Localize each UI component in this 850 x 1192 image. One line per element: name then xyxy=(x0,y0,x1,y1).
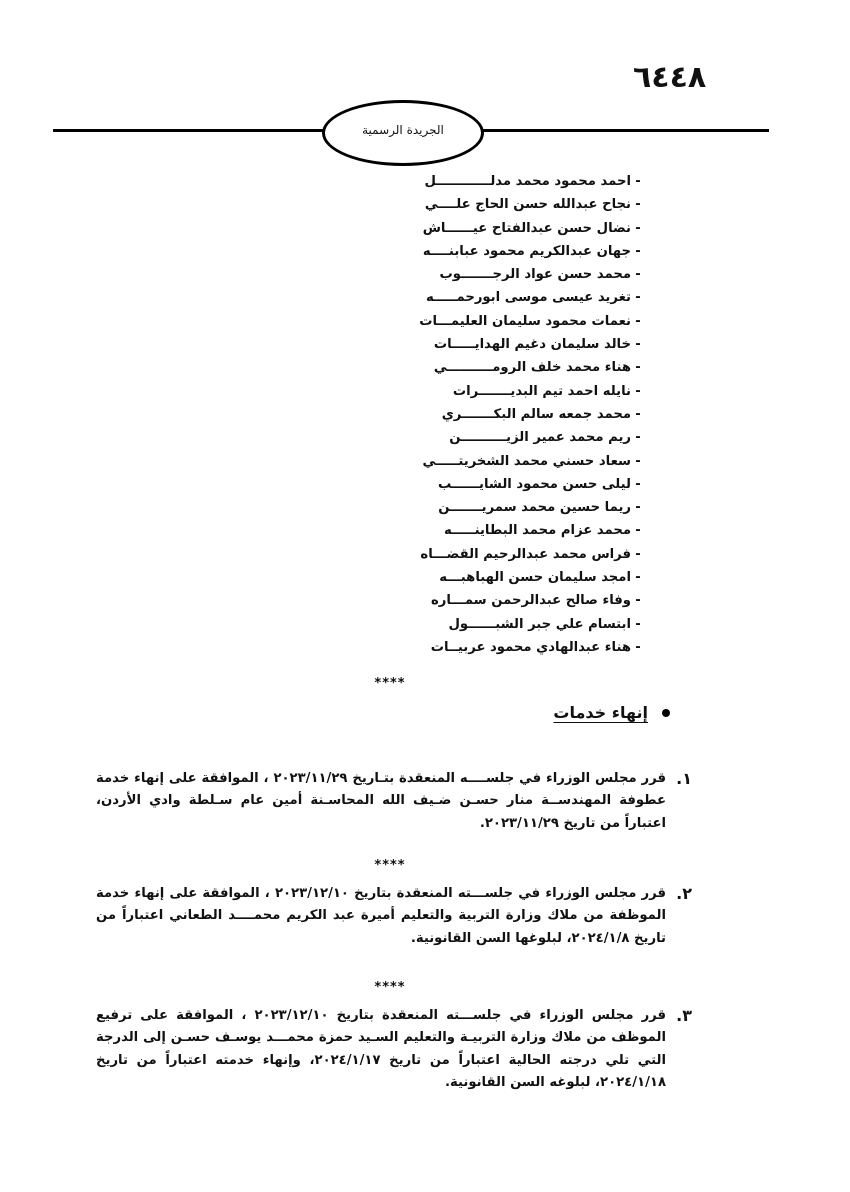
name-text: سعاد حسني محمد الشخريتـــــي xyxy=(422,453,631,469)
name-text: نعمات محمود سليمان العليمـــات xyxy=(419,313,631,329)
list-dash: - xyxy=(635,383,641,399)
gazette-title-ellipse xyxy=(322,100,484,166)
separator-stars: **** xyxy=(374,858,406,873)
name-list-item xyxy=(400,566,645,589)
decision-number: ١. xyxy=(676,769,692,788)
name-text: احمد محمود محمد مدلــــــــــــل xyxy=(424,174,631,189)
name-text: نجاح عبدالله حسن الحاج علــــي xyxy=(424,197,631,213)
name-list-item xyxy=(400,496,645,519)
name-text: نضال حسن عبدالفتاح عيــــــاش xyxy=(422,220,631,236)
list-dash: - xyxy=(635,360,641,376)
list-dash: - xyxy=(635,267,641,283)
page-number: ٦٤٤٨ xyxy=(633,60,707,95)
name-text: وفاء صالح عبدالرحمن سمـــاره xyxy=(430,593,631,609)
name-list-item xyxy=(400,519,645,542)
name-list-item xyxy=(400,263,645,286)
decision-text: قرر مجلس الوزراء في جلســـته المنعقدة بتاريخ ٢٠٢٣/١٢/١٠ ، الموافقة على إنهاء خدمة الموظفة من ملاك وزارة التربية والتعليم أميرة عبد الكريم محمــــد الطعاني اعتباراً من تاريخ ٢٠٢٤/١/٨، لبلوغها السن القانونية. xyxy=(96,886,666,946)
bullet-icon xyxy=(662,709,670,717)
name-list-item xyxy=(400,589,645,612)
section-heading-text: إنهاء خدمات xyxy=(553,703,648,722)
name-list-item xyxy=(400,636,645,659)
name-list-item xyxy=(400,333,645,356)
list-dash: - xyxy=(635,220,641,236)
name-list-item xyxy=(400,356,645,379)
list-dash: - xyxy=(635,546,641,562)
gazette-title: الجريدة الرسمية xyxy=(362,123,444,137)
name-text: فراس محمد عبدالرحيم القضـــاه xyxy=(420,546,631,562)
name-text: ابتسام علي جبر الشبــــــول xyxy=(448,616,631,632)
name-text: خالد سليمان دغيم الهدايـــــات xyxy=(433,337,631,353)
header-rule-right xyxy=(482,129,769,132)
list-dash: - xyxy=(635,313,641,329)
separator-stars: **** xyxy=(374,980,406,995)
name-list-item xyxy=(400,403,645,426)
name-list-item xyxy=(400,217,645,240)
name-list-item xyxy=(400,450,645,473)
name-text: تغريد عيسى موسى ابورحمـــــه xyxy=(425,290,631,306)
list-dash: - xyxy=(635,197,641,213)
name-list-item xyxy=(400,193,645,216)
list-dash: - xyxy=(635,453,641,469)
name-list-item xyxy=(400,286,645,309)
name-text: ليلى حسن محمود الشايــــــب xyxy=(438,476,631,492)
list-dash: - xyxy=(635,523,641,539)
list-dash: - xyxy=(635,290,641,306)
name-list-item xyxy=(400,170,645,193)
names-list xyxy=(400,170,645,659)
list-dash: - xyxy=(635,337,641,353)
name-list-item xyxy=(400,543,645,566)
name-text: نايله احمد تيم البديـــــــرات xyxy=(452,383,631,399)
section-heading xyxy=(480,703,670,722)
list-dash: - xyxy=(635,616,641,632)
header-rule-left xyxy=(53,129,328,132)
name-list-item xyxy=(400,310,645,333)
list-dash: - xyxy=(635,174,641,189)
name-text: محمد عزام محمد البطاينـــــه xyxy=(444,523,631,539)
name-text: ريم محمد عمير الزيــــــــــن xyxy=(449,430,631,446)
name-list-item xyxy=(400,473,645,496)
name-list-item xyxy=(400,613,645,636)
decision-item xyxy=(96,768,692,835)
list-dash: - xyxy=(635,430,641,446)
decision-item xyxy=(96,883,692,950)
decision-item xyxy=(96,1005,692,1095)
name-list-item xyxy=(400,240,645,263)
list-dash: - xyxy=(635,406,641,422)
name-text: محمد حسن عواد الرجـــــــوب xyxy=(439,267,631,283)
list-dash: - xyxy=(635,570,641,586)
name-list-item xyxy=(400,380,645,403)
name-text: هناء محمد خلف الرومــــــــــي xyxy=(433,360,631,376)
name-text: هناء عبدالهادي محمود عربيــات xyxy=(430,639,631,655)
name-text: جهان عبدالكريم محمود عبابنــــه xyxy=(422,243,631,259)
list-dash: - xyxy=(635,593,641,609)
list-dash: - xyxy=(635,243,641,259)
decision-number: ٣. xyxy=(676,1006,692,1025)
name-text: محمد جمعه سالم البكـــــــري xyxy=(441,406,631,422)
decision-text: قرر مجلس الوزراء في جلســـته المنعقدة بتاريخ ٢٠٢٣/١٢/١٠ ، الموافقة على ترفيع الموظف من ملاك وزارة التربيـة والتعليم السـيد حمزة محمـــد يوسـف حسـن إلى الدرجة التي تلي درجته الحالية اعتباراً من تاريخ ٢٠٢٤/١/١٧، وإنهاء خدمته اعتباراً من تاريخ ٢٠٢٤/١/١٨، لبلوغه السن القانونية. xyxy=(96,1008,666,1091)
list-dash: - xyxy=(635,639,641,655)
separator-stars: **** xyxy=(374,676,406,691)
name-text: امجد سليمان حسن الهباهبـــه xyxy=(439,570,631,586)
name-list-item xyxy=(400,426,645,449)
decision-text: قرر مجلس الوزراء في جلســــه المنعقدة بتـاريخ ٢٠٢٣/١١/٢٩ ، الموافقة على إنهاء خدمة عطوفة المهندســة منار حسـن ضـيف الله المحاسـنة أمين عام سـلطة وادي الأردن، اعتباراً من تاريخ ٢٠٢٣/١١/٢٩. xyxy=(96,771,666,831)
list-dash: - xyxy=(635,500,641,516)
list-dash: - xyxy=(635,476,641,492)
decision-number: ٢. xyxy=(676,884,692,903)
name-text: ريما حسين محمد سمريـــــــن xyxy=(438,500,631,516)
